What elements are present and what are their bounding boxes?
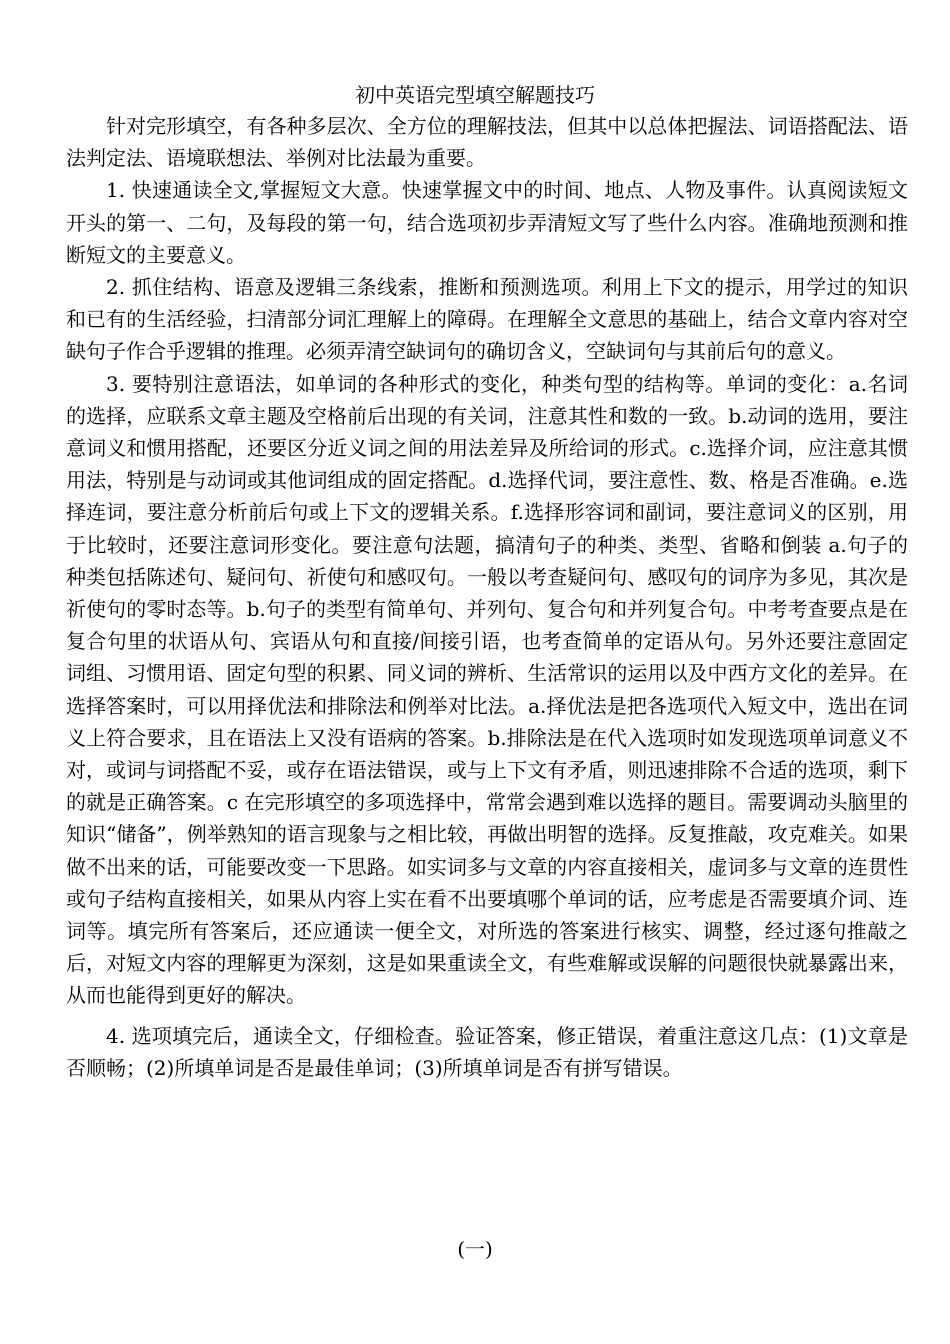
document-body xyxy=(66,110,908,1084)
tip-4-paragraph: 4. 选项填完后，通读全文，仔细检查。验证答案，修正错误，着重注意这几点：(1)文章是否顺畅；(2)所填单词是否是最佳单词；(3)所填单词是否有拼写错误。 xyxy=(66,1023,908,1080)
tip-2-paragraph: 2. 抓住结构、语意及逻辑三条线索，推断和预测选项。利用上下文的提示，用学过的知识和已有的生活经验，扫清部分词汇理解上的障碍。在理解全文意思的基础上，结合文章内容对空缺句子作合乎逻辑的推理。必须弄清空缺词句的确切含义，空缺词句与其前后句的意义。 xyxy=(66,275,908,364)
page-number: (一) xyxy=(457,1237,493,1261)
intro-paragraph: 针对完形填空，有各种多层次、全方位的理解技法，但其中以总体把握法、词语搭配法、语法判定法、语境联想法、举例对比法最为重要。 xyxy=(66,114,908,171)
document-title: 初中英语完型填空解题技巧 xyxy=(355,83,595,107)
tip-3-paragraph: 3. 要特别注意语法，如单词的各种形式的变化，种类句型的结构等。单词的变化：a.名词的选择，应联系文章主题及空格前后出现的有关词，注意其性和数的一致。b.动词的选用，要注意词义和惯用搭配，还要区分近义词之间的用法差异及所给词的形式。c.选择介词，应注意其惯用法，特别是与动词或其他词组成的固定搭配。d.选择代词，要注意性、数、格是否准确。e.选择连词，要注意分析前后句或上下文的逻辑关系。f.选择形容词和副词，要注意词义的区别，用于比较时，还要注意词形变化。要注意句法题，搞清句子的种类、类型、省略和倒装 a.句子的种类包括陈述句、疑问句、祈使句和感叹句。一般以考查疑问句、感叹句的词序为多见，其次是祈使句的零时态等。b.句子的类型有简单句、并列句、复合句和并列复合句。中考考查要点是在复合句里的状语从句、宾语从句和直接/间接引语，也考查简单的定语从句。另外还要注意固定词组、习惯用语、固定句型的积累、同义词的辨析、生活常识的运用以及中西方文化的差异。在选择答案时，可以用择优法和排除法和例举对比法。a.择优法是把各选项代入短文中，选出在词义上符合要求，且在语法上又没有语病的答案。b.排除法是在代入选项时如发现选项单词意义不对，或词与词搭配不妥，或存在语法错误，或与上下文有矛盾，则迅速排除不合适的选项，剩下的就是正确答案。c 在完形填空的多项选择中，常常会遇到难以选择的题目。需要调动头脑里的知识“储备”，例举熟知的语言现象与之相比较，再做出明智的选择。反复推敲，攻克难关。如果做不出来的话，可能要改变一下思路。如实词多与文章的内容直接相关，虚词多与文章的连贯性或句子结构直接相关，如果从内容上实在看不出要填哪个单词的话，应考虑是否需要填介词、连词等。填完所有答案后，还应通读一便全文，对所选的答案进行核实、调整，经过逐句推敲之后，对短文内容的理解更为深刻，这是如果重读全文，有些难解或误解的问题很快就暴露出来，从而也能得到更好的解决。 xyxy=(66,371,908,1008)
tip-1-paragraph: 1. 快速通读全文,掌握短文大意。快速掌握文中的时间、地点、人物及事件。认真阅读短文开头的第一、二句，及每段的第一句，结合选项初步弄清短文写了些什么内容。准确地预测和推断短文的主要意义。 xyxy=(66,178,908,267)
